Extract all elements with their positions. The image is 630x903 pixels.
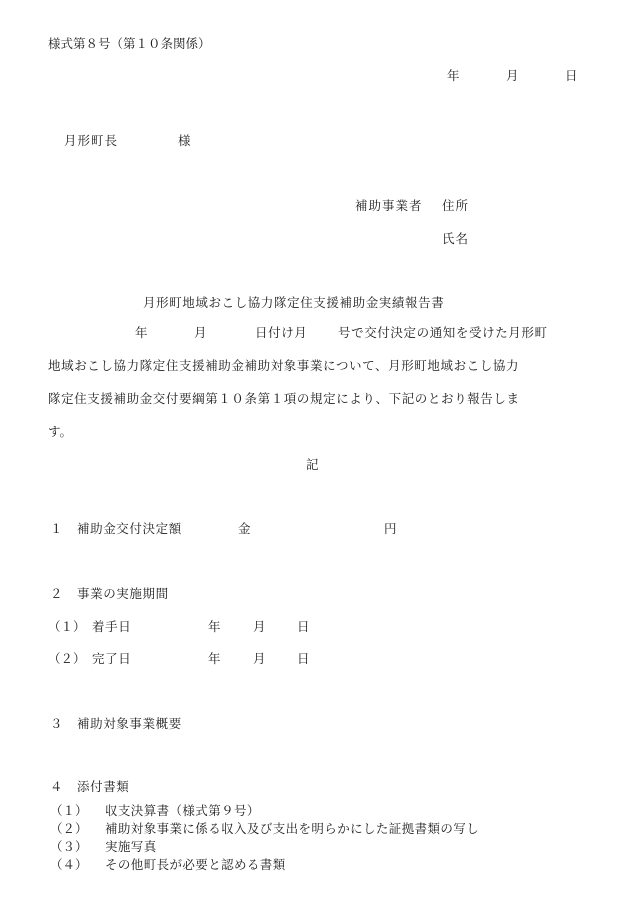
- section-2-label: 事業の実施期間: [77, 586, 169, 601]
- section-1-kin: 金: [238, 521, 251, 536]
- document-title: 月形町地域おこし協力隊定住支援補助金実績報告書: [143, 295, 445, 310]
- period-row-month: 月: [253, 651, 266, 666]
- addressee-name: 月形町長: [64, 133, 119, 148]
- attachment-number: （２）: [50, 821, 88, 836]
- attachment-number: （１）: [50, 803, 88, 818]
- period-row-year: 年: [208, 651, 221, 666]
- attachment-text: その他町長が必要と認める書類: [105, 857, 286, 872]
- body-line4: す。: [48, 424, 73, 439]
- section-4-number: ４: [50, 779, 63, 794]
- period-row-label: 完了日: [92, 651, 132, 666]
- attachment-number: （４）: [50, 857, 88, 872]
- applicant-role: 補助事業者: [355, 198, 423, 213]
- period-row-label: 着手日: [92, 619, 132, 634]
- period-row-year: 年: [208, 619, 221, 634]
- date-day: 日: [565, 68, 578, 83]
- section-1-number: １: [50, 521, 63, 536]
- period-row-day: 日: [297, 651, 310, 666]
- section-3-label: 補助対象事業概要: [77, 716, 182, 731]
- section-2-number: ２: [50, 586, 63, 601]
- date-month: 月: [506, 68, 519, 83]
- applicant-name-label: 氏名: [442, 231, 470, 246]
- body-month: 月: [194, 325, 207, 340]
- attachment-text: 収支決算書（様式第９号）: [105, 803, 260, 818]
- period-row-number: （２）: [48, 651, 86, 666]
- section-1-yen: 円: [384, 521, 397, 536]
- applicant-address-label: 住所: [442, 198, 470, 213]
- period-row-month: 月: [253, 619, 266, 634]
- body-year: 年: [135, 325, 148, 340]
- body-line1-rest: 号で交付決定の通知を受けた月形町: [338, 325, 548, 340]
- date-year: 年: [447, 68, 460, 83]
- section-1-label: 補助金交付決定額: [77, 521, 182, 536]
- form-number: 様式第８号（第１０条関係）: [48, 36, 211, 51]
- attachment-text: 補助対象事業に係る収入及び支出を明らかにした証拠書類の写し: [105, 821, 480, 836]
- attachment-number: （３）: [50, 839, 88, 854]
- attachment-text: 実施写真: [105, 839, 157, 854]
- body-line3: 隊定住支援補助金交付要綱第１０条第１項の規定により、下記のとおり報告しま: [48, 391, 520, 406]
- section-4-label: 添付書類: [77, 779, 130, 794]
- period-row-day: 日: [297, 619, 310, 634]
- body-day-suffix: 日付け月: [255, 325, 308, 340]
- ki-heading: 記: [306, 457, 319, 472]
- addressee-honorific: 様: [178, 133, 191, 148]
- period-row-number: （１）: [48, 619, 86, 634]
- body-line2: 地域おこし協力隊定住支援補助金補助対象事業について、月形町地域おこし協力: [48, 358, 520, 373]
- section-3-number: ３: [50, 716, 63, 731]
